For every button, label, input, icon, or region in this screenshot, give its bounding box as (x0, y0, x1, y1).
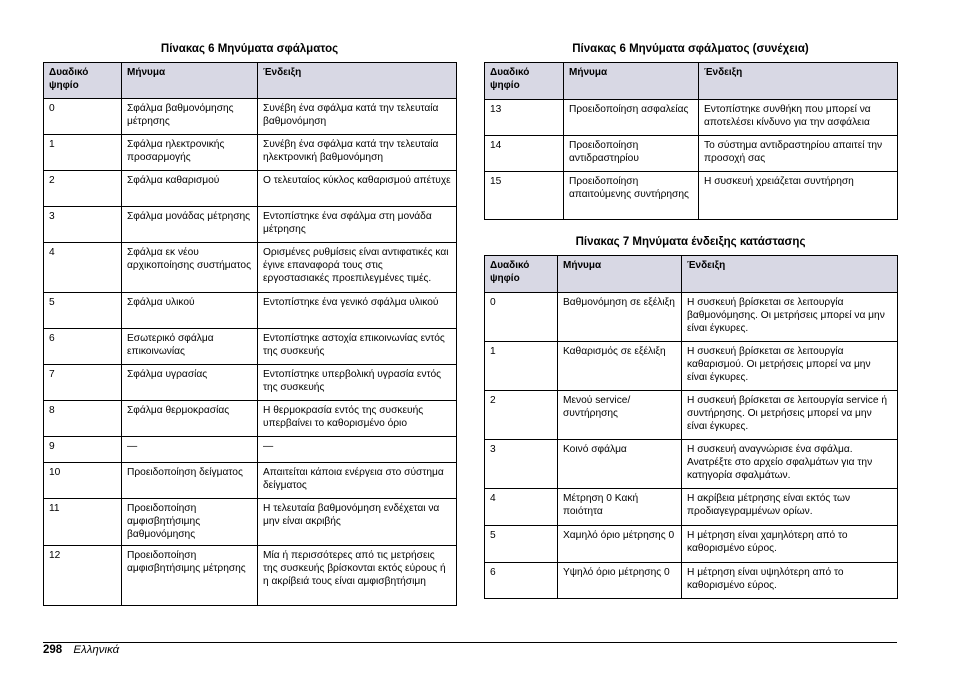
column-header: Ένδειξη (258, 63, 457, 99)
table-header-row (44, 63, 457, 99)
message-cell: Προειδοποίηση αντιδραστηρίου (564, 136, 699, 172)
indication-cell: Το σύστημα αντιδραστηρίου απαιτεί την προσοχή σας (699, 136, 898, 172)
indication-cell: Η συσκευή βρίσκεται σε λειτουργία βαθμονόμησης. Οι μετρήσεις μπορεί να μην είναι έγκυρες. (682, 293, 898, 342)
table-row (485, 526, 898, 563)
error-messages-table (43, 62, 457, 606)
message-cell: Καθαρισμός σε εξέλιξη (558, 342, 682, 391)
bit-cell: 11 (44, 499, 122, 546)
message-cell: Σφάλμα υγρασίας (122, 365, 258, 401)
message-cell: Προειδοποίηση ασφαλείας (564, 100, 699, 136)
table-row (485, 136, 898, 172)
indication-cell: Η θερμοκρασία εντός της συσκευής υπερβαίνει το καθορισμένο όριο (258, 401, 457, 437)
table-row (44, 293, 457, 329)
message-cell: Βαθμονόμηση σε εξέλιξη (558, 293, 682, 342)
message-cell: Μενού service/ συντήρησης (558, 391, 682, 440)
message-cell: Μέτρηση 0 Κακή ποιότητα (558, 489, 682, 526)
indication-cell: Η μέτρηση είναι χαμηλότερη από το καθορισμένο εύρος. (682, 526, 898, 563)
table6-left-caption: Πίνακας 6 Μηνύματα σφάλματος (160, 43, 339, 55)
indication-cell: Η ακρίβεια μέτρησης είναι εκτός των προδιαγεγραμμένων ορίων. (682, 489, 898, 526)
table6-right-caption: Πίνακας 6 Μηνύματα σφάλματος (συνέχεια) (572, 43, 809, 55)
bit-cell: 13 (485, 100, 564, 136)
bit-cell: 9 (44, 437, 122, 463)
indication-cell: Μία ή περισσότερες από τις μετρήσεις της συσκευής βρίσκονται εκτός εύρους ή η ακρίβειά τους είναι αμφισβητήσιμη (258, 546, 457, 606)
table-header-row (485, 256, 898, 293)
table-row (485, 172, 898, 220)
column-header: Μήνυμα (122, 63, 258, 99)
table-row (485, 100, 898, 136)
table-row (485, 391, 898, 440)
indication-cell: Συνέβη ένα σφάλμα κατά την τελευταία ηλεκτρονική βαθμονόμηση (258, 135, 457, 171)
message-cell: Χαμηλό όριο μέτρησης 0 (558, 526, 682, 563)
message-cell: Σφάλμα ηλεκτρονικής προσαρμογής (122, 135, 258, 171)
table-row (44, 207, 457, 243)
table-row (44, 437, 457, 463)
message-cell: Προειδοποίηση απαιτούμενης συντήρησης (564, 172, 699, 220)
bit-cell: 7 (44, 365, 122, 401)
footer-language: Ελληνικά (73, 644, 120, 656)
indication-cell: Απαιτείται κάποια ενέργεια στο σύστημα δείγματος (258, 463, 457, 499)
page-footer (43, 644, 119, 656)
table-row (44, 243, 457, 293)
table-row (44, 401, 457, 437)
error-messages-continued-table (484, 62, 898, 220)
message-cell: — (122, 437, 258, 463)
message-cell: Εσωτερικό σφάλμα επικοινωνίας (122, 329, 258, 365)
indication-cell: Ορισμένες ρυθμίσεις είναι αντιφατικές και έγινε επαναφορά τους στις εργοστασιακές προεπιλεγμένες τιμές. (258, 243, 457, 293)
indication-cell: — (258, 437, 457, 463)
table7-caption: Πίνακας 7 Μηνύματα ένδειξης κατάστασης (575, 236, 806, 248)
table-row (44, 499, 457, 546)
table-header-row (485, 63, 898, 100)
table-row (44, 463, 457, 499)
bit-cell: 3 (485, 440, 558, 489)
bit-cell: 8 (44, 401, 122, 437)
message-cell: Σφάλμα εκ νέου αρχικοποίησης συστήματος (122, 243, 258, 293)
bit-cell: 2 (44, 171, 122, 207)
column-header: Δυαδικό ψηφίο (485, 63, 564, 100)
bit-cell: 14 (485, 136, 564, 172)
indication-cell: Εντοπίστηκε ένα σφάλμα στη μονάδα μέτρησης (258, 207, 457, 243)
column-header: Μήνυμα (558, 256, 682, 293)
message-cell: Προειδοποίηση δείγματος (122, 463, 258, 499)
status-messages-table (484, 255, 898, 599)
indication-cell: Η συσκευή βρίσκεται σε λειτουργία service ή συντήρησης. Οι μετρήσεις μπορεί να μην είναι έγκυρες. (682, 391, 898, 440)
column-header: Ένδειξη (699, 63, 898, 100)
bit-cell: 2 (485, 391, 558, 440)
table-row (44, 546, 457, 606)
indication-cell: Η συσκευή χρειάζεται συντήρηση (699, 172, 898, 220)
table-row (485, 440, 898, 489)
bit-cell: 0 (485, 293, 558, 342)
column-header: Μήνυμα (564, 63, 699, 100)
indication-cell: Η τελευταία βαθμονόμηση ενδέχεται να μην είναι ακριβής (258, 499, 457, 546)
indication-cell: Εντοπίστηκε αστοχία επικοινωνίας εντός της συσκευής (258, 329, 457, 365)
bit-cell: 1 (485, 342, 558, 391)
table-row (44, 171, 457, 207)
table-row (485, 489, 898, 526)
message-cell: Προειδοποίηση αμφισβητήσιμης βαθμονόμησης (122, 499, 258, 546)
indication-cell: Συνέβη ένα σφάλμα κατά την τελευταία βαθμονόμηση (258, 99, 457, 135)
bit-cell: 10 (44, 463, 122, 499)
indication-cell: Η συσκευή βρίσκεται σε λειτουργία καθαρισμού. Οι μετρήσεις μπορεί να μην είναι έγκυρες. (682, 342, 898, 391)
indication-cell: Εντοπίστηκε ένα γενικό σφάλμα υλικού (258, 293, 457, 329)
message-cell: Σφάλμα μονάδας μέτρησης (122, 207, 258, 243)
table-row (44, 99, 457, 135)
bit-cell: 5 (44, 293, 122, 329)
page-number: 298 (43, 644, 63, 656)
indication-cell: Εντοπίστηκε υπερβολική υγρασία εντός της συσκευής (258, 365, 457, 401)
indication-cell: Εντοπίστηκε συνθήκη που μπορεί να αποτελέσει κίνδυνο για την ασφάλεια (699, 100, 898, 136)
table-row (44, 365, 457, 401)
bit-cell: 12 (44, 546, 122, 606)
bit-cell: 0 (44, 99, 122, 135)
table-row (44, 329, 457, 365)
column-header: Δυαδικό ψηφίο (44, 63, 122, 99)
table-row (44, 135, 457, 171)
table-row (485, 293, 898, 342)
column-header: Δυαδικό ψηφίο (485, 256, 558, 293)
indication-cell: Ο τελευταίος κύκλος καθαρισμού απέτυχε (258, 171, 457, 207)
bit-cell: 4 (485, 489, 558, 526)
bit-cell: 6 (44, 329, 122, 365)
bit-cell: 5 (485, 526, 558, 563)
message-cell: Υψηλό όριο μέτρησης 0 (558, 563, 682, 599)
bit-cell: 15 (485, 172, 564, 220)
table-row (485, 563, 898, 599)
bit-cell: 3 (44, 207, 122, 243)
indication-cell: Η μέτρηση είναι υψηλότερη από το καθορισμένο εύρος. (682, 563, 898, 599)
footer-divider (43, 642, 897, 643)
table-row (485, 342, 898, 391)
message-cell: Σφάλμα υλικού (122, 293, 258, 329)
message-cell: Κοινό σφάλμα (558, 440, 682, 489)
message-cell: Προειδοποίηση αμφισβητήσιμης μέτρησης (122, 546, 258, 606)
bit-cell: 1 (44, 135, 122, 171)
bit-cell: 4 (44, 243, 122, 293)
message-cell: Σφάλμα βαθμονόμησης μέτρησης (122, 99, 258, 135)
message-cell: Σφάλμα θερμοκρασίας (122, 401, 258, 437)
bit-cell: 6 (485, 563, 558, 599)
message-cell: Σφάλμα καθαρισμού (122, 171, 258, 207)
column-header: Ένδειξη (682, 256, 898, 293)
indication-cell: Η συσκευή αναγνώρισε ένα σφάλμα. Ανατρέξτε στο αρχείο σφαλμάτων για την κατηγορία σφαλμάτων. (682, 440, 898, 489)
